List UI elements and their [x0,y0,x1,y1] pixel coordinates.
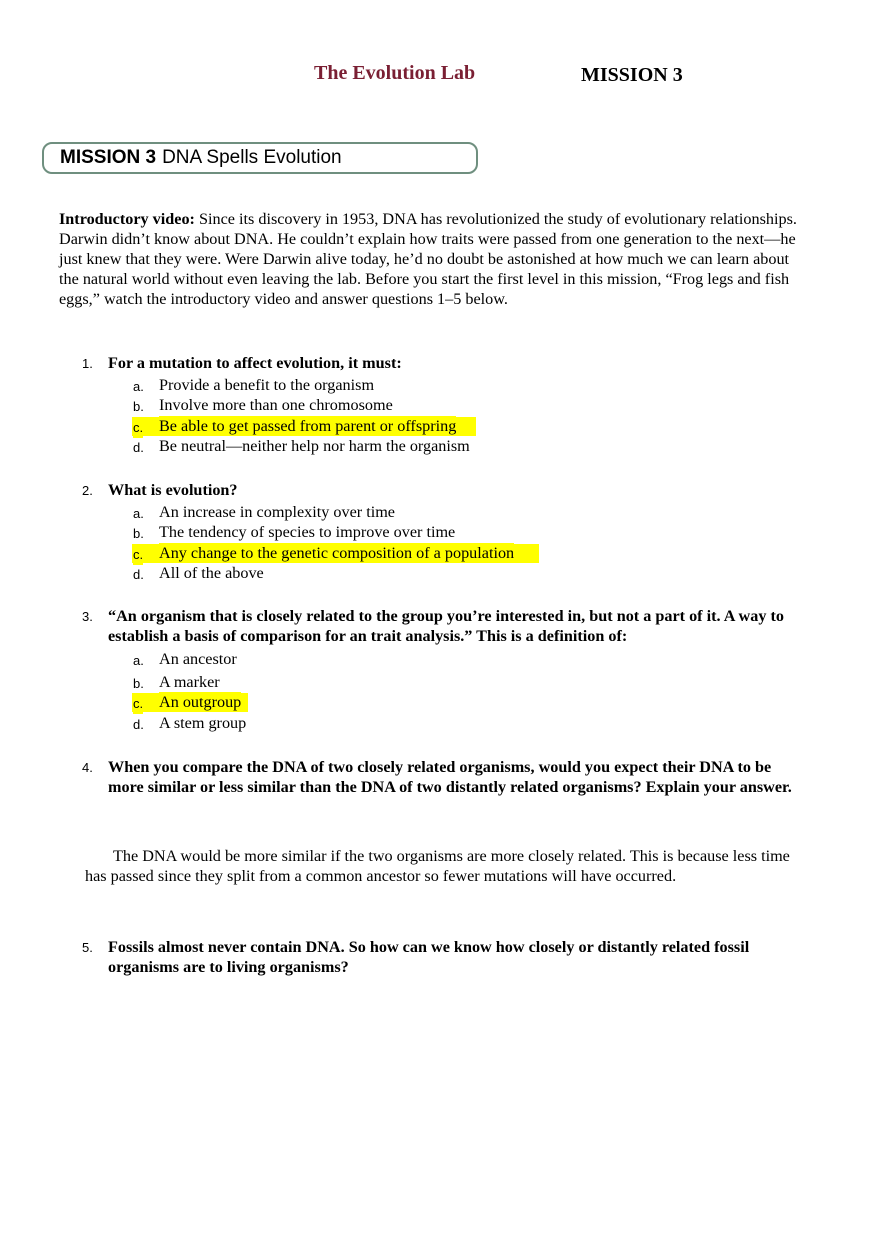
question-text: What is evolution? [108,481,238,499]
question-text: For a mutation to affect evolution, it must: [108,354,402,372]
question-number: 1. [82,356,93,371]
mission-heading [60,147,342,169]
mission-subtitle: DNA Spells Evolution [162,147,342,168]
answer-4-text: The DNA would be more similar if the two organisms are more closely related. This is because less time has passed since they split from a common ancestor so fewer mutations will have occurred. [85,847,790,885]
mission-heading-box [42,142,478,174]
question-number: 4. [82,760,93,775]
question-number: 2. [82,483,93,498]
intro-text: Since its discovery in 1953, DNA has revolutionized the study of evolutionary relationships. Darwin didn’t know about DNA. He couldn’t explain how traits were passed from one generation to the next—he just knew that they were. Were Darwin alive today, he’d no doubt be astonished at how much we can learn about the natural world without even leaving the lab. Before you start the first level in this mission, “Frog legs and fish eggs,” watch the introductory video and answer questions 1–5 below. [59,210,797,308]
mission-label: MISSION 3 [60,147,157,168]
question-text: When you compare the DNA of two closely related organisms, would you expect their DNA to be more similar or less similar than the DNA of two distantly related organisms? Explain your answer. [108,758,792,796]
question-number: 3. [82,609,93,624]
header-title: The Evolution Lab [314,62,476,84]
question-text: Fossils almost never contain DNA. So how can we know how closely or distantly related fossil organisms are to living organisms? [108,938,750,976]
intro-paragraph [59,209,807,309]
question-number: 5. [82,940,93,955]
question-text: “An organism that is closely related to the group you’re interested in, but not a part of it. A way to establish a basis of comparison for an trait analysis.” This is a definition of: [108,607,784,645]
intro-lead: Introductory video: [59,210,195,228]
header-mission: MISSION 3 [581,64,683,86]
